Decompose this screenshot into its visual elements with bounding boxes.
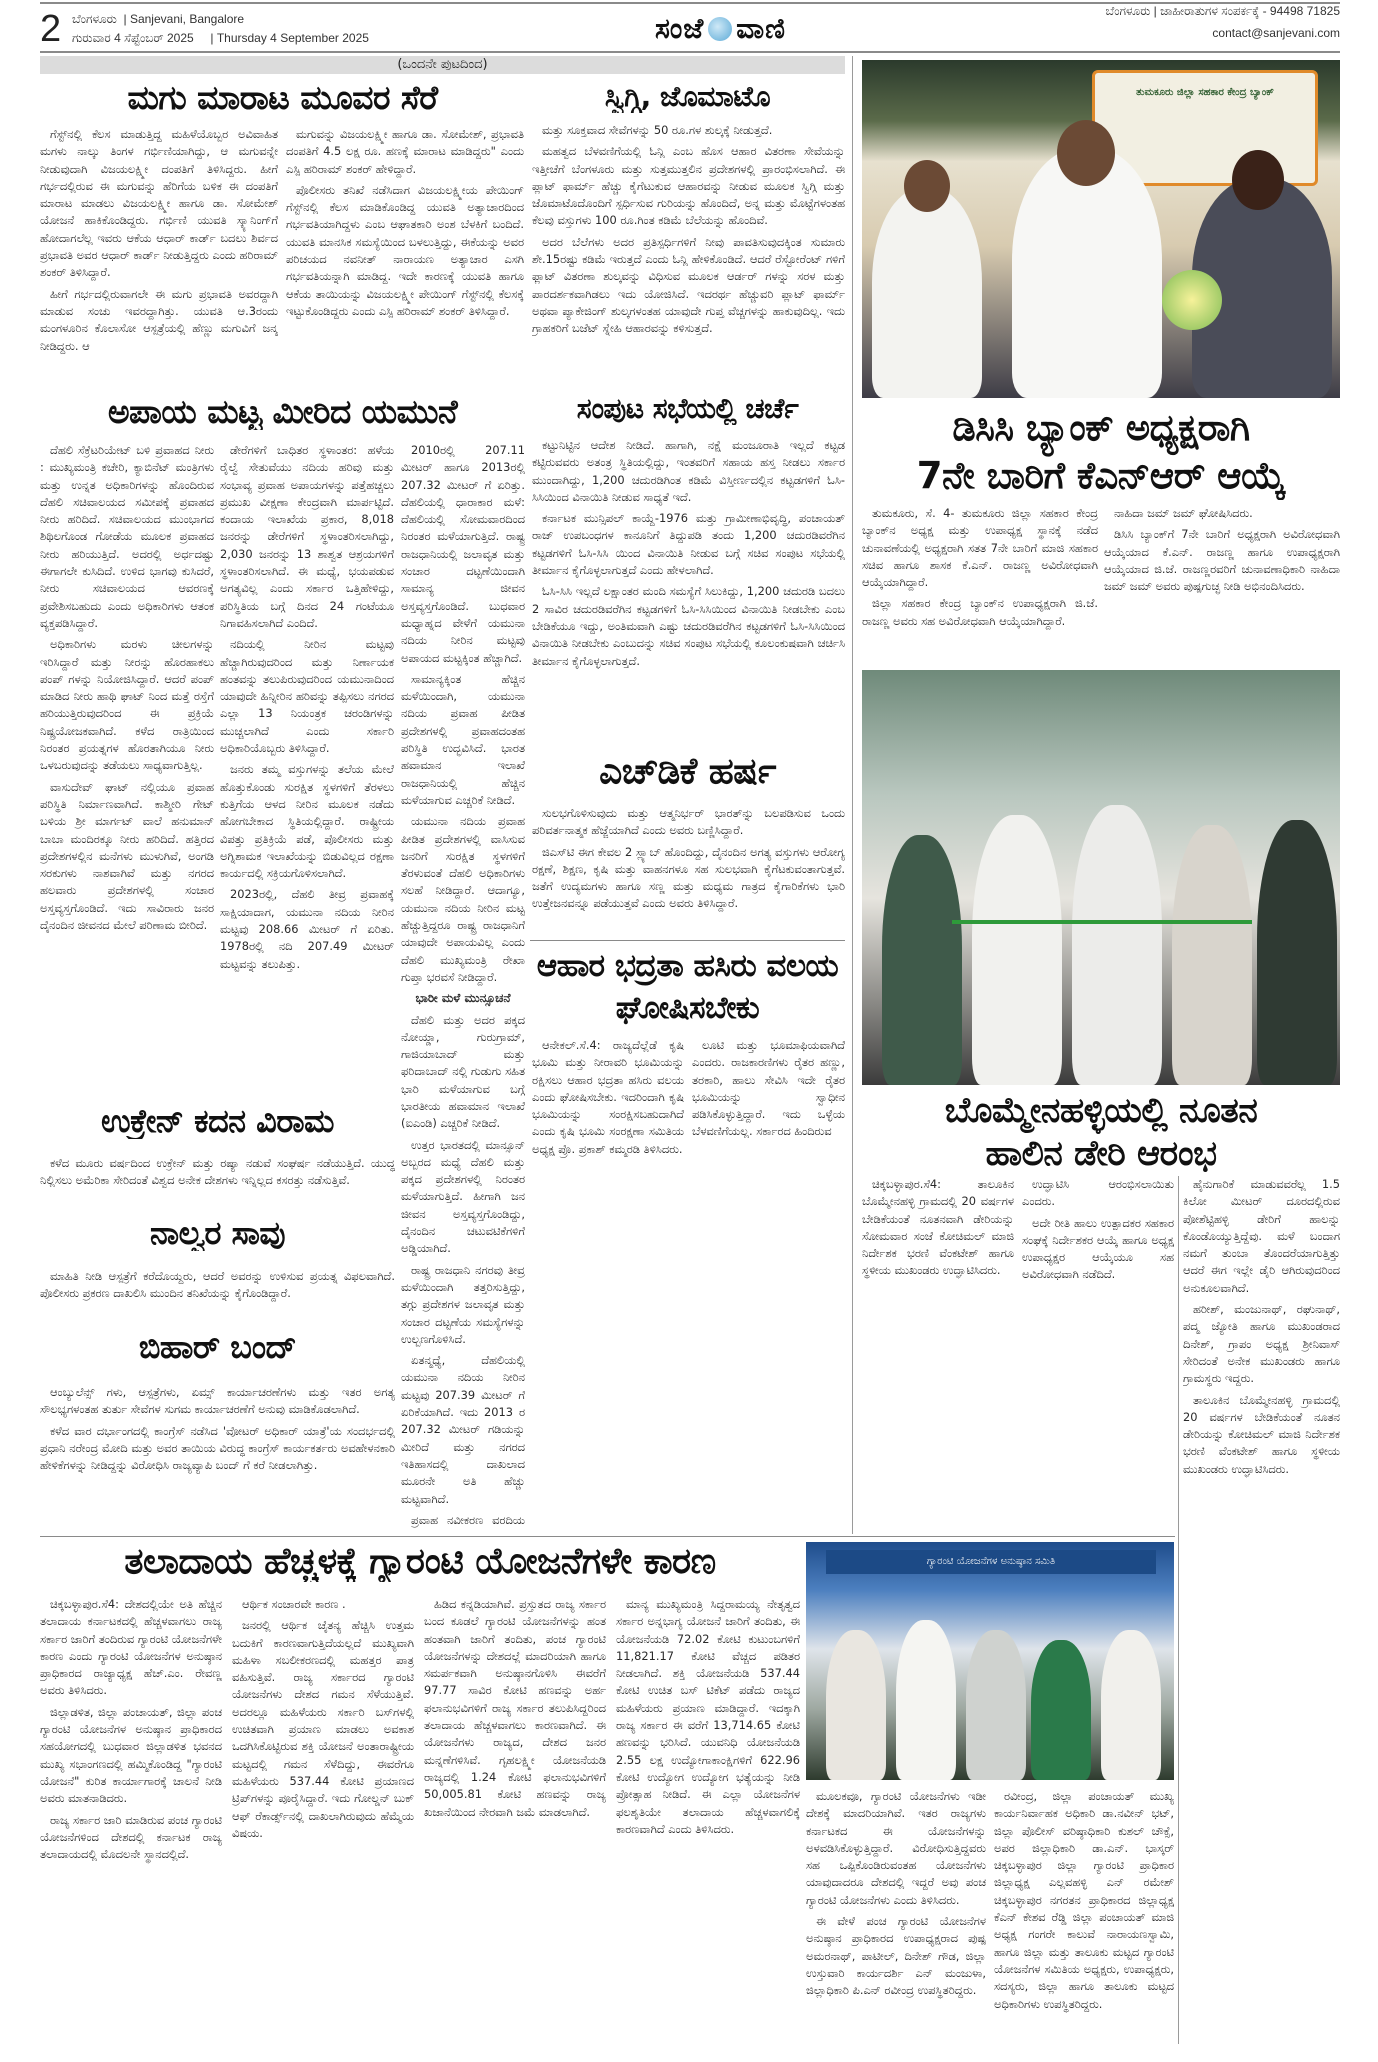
banner-text: ತುಮಕೂರು ಜಿಲ್ಲಾ ಸಹಕಾರ ಕೇಂದ್ರ ಬ್ಯಾಂಕ್: [1136, 87, 1274, 98]
headline-magu: ಮಗು ಮಾರಾಟ ಮೂವರ ಸೆರೆ: [127, 80, 438, 117]
paragraph: ದೆಹಲಿ ಸೆಕ್ರೆಟರಿಯೇಟ್ ಬಳಿ ಪ್ರವಾಹದ ನೀರು : ಮುಖ್ಯಮಂತ್ರಿ ಕಚೇರಿ, ಕ್ಯಾಬಿನೆಟ್ ಮಂತ್ರಿಗಳು ಮತ್ತು ಉನ್ನತ ಅಧಿಕಾರಿಗಳನ್ನು ಹೊಂದಿರುವ ದೆಹಲಿ ಸಚಿವಾಲಯದ ಸಮೀಪಕ್ಕೆ ಪ್ರವಾಹದ ನೀರು ಹರಿದಿದೆ. ಸಚಿವಾಲಯದ ಮುಂಭಾಗದ ಶಿಥಿಲಗೊಂಡ ಗೋಡೆಯ ಮೂಲಕ ಪ್ರವಾಹದ ನೀರು ಹರಿಯುತ್ತಿದೆ. ಅದರಲ್ಲಿ ಅರ್ಧದಷ್ಟು ಈಗಾಗಲೇ ಕುಸಿದಿದೆ. ಉಳಿದ ಭಾಗವು ಕುಸಿದರೆ, ನೀರು ಸಚಿವಾಲಯದ ಆವರಣಕ್ಕೆ ಪ್ರವೇಶಿಸಬಹುದು ಎಂದು ಅಧಿಕಾರಿಗಳು ಆತಂಕ ವ್ಯಕ್ತಪಡಿಸಿದ್ದಾರೆ.: [40, 443, 214, 630]
paragraph: ಯಮುನಾ ನದಿಯ ಪ್ರವಾಹ ಪೀಡಿತ ಪ್ರದೇಶಗಳಲ್ಲಿ ವಾಸಿಸುವ ಜನರಿಗೆ ಸುರಕ್ಷಿತ ಸ್ಥಳಗಳಿಗೆ ತೆರಳುವಂತೆ ದೆಹಲಿ ಅಧಿಕಾರಿಗಳು ಸಲಹೆ ನೀಡಿದ್ದಾರೆ. ಆದಾಗ್ಯೂ, ಯಮುನಾ ನದಿಯ ನೀರಿನ ಮಟ್ಟ ಹೆಚ್ಚುತ್ತಿದ್ದರೂ ರಾಷ್ಟ್ರ ರಾಜಧಾನಿಗೆ ಯಾವುದೇ ಅಪಾಯವಿಲ್ಲ ಎಂದು ದೆಹಲಿ ಮುಖ್ಯಮಂತ್ರಿ ರೇಖಾ ಗುಪ್ತಾ ಭರವಸೆ ನೀಡಿದ್ದಾರೆ.: [401, 814, 525, 984]
person: [1257, 820, 1337, 1085]
yamune-col-3: [401, 442, 525, 1530]
headline-dcc: [862, 404, 1340, 500]
talaadaya-col-2: [232, 1596, 414, 2044]
headline-dcc-line-1: ಡಿಸಿಸಿ ಬ್ಯಾಂಕ್ ಅಧ್ಯಕ್ಷರಾಗಿ: [952, 406, 1250, 449]
dairy-col-3: [1183, 1176, 1340, 2044]
continued-band: (ಒಂದನೇ ಪುಟದಿಂದ): [40, 56, 845, 74]
person: [1172, 825, 1252, 1085]
paragraph: ಮಾಹಿತಿ ನೀಡಿ ಆಸ್ಪತ್ರೆಗೆ ಕರೆದೊಯ್ದರು, ಆದರೆ ಅವರನ್ನು ಉಳಿಸುವ ಪ್ರಯತ್ನ ವಿಫಲವಾಗಿದೆ. ಪೊಲೀಸರು ಪ್ರಕರಣ ದಾಖಲಿಸಿ ಮುಂದಿನ ತನಿಖೆಯನ್ನು ಕೈಗೊಂಡಿದ್ದಾರೆ.: [40, 1269, 395, 1301]
paragraph: ಹರೀಶ್, ಮಂಜುನಾಥ್, ರಘುನಾಥ್, ಪದ್ಮ ಜ್ಯೋತಿ ಹಾಗೂ ಮುಖಂಡರಾದ ದಿನೇಶ್, ಗ್ರಾಪಂ ಅಧ್ಯಕ್ಷ ಶ್ರೀನಿವಾಸ್ ಸೇರಿದಂತೆ ಅನೇಕ ಮುಖಂಡರು ಹಾಗೂ ಗ್ರಾಮಸ್ಥರು ಇದ್ದರು.: [1183, 1302, 1340, 1386]
paragraph: ಈ ವೇಳೆ ಪಂಚ ಗ್ಯಾರಂಟಿ ಯೋಜನೆಗಳ ಅನುಷ್ಠಾನ ಪ್ರಾಧಿಕಾರದ ಉಪಾಧ್ಯಕ್ಷರಾದ ಪುಷ್ಪ ಅಮರನಾಥ್, ಪಾಟೀಲ್, ದಿನೇಶ್ ಗೌಡ, ಜಿಲ್ಲಾ ಉಸ್ತುವಾರಿ ಕಾರ್ಯದರ್ಶಿ ಎನ್ ಮಂಜುಳಾ, ಜಿಲ್ಲಾಧಿಕಾರಿ ಪಿ.ಎನ್ ರವೀಂದ್ರ ಉಪಸ್ಥಿತರಿದ್ದರು.: [806, 1914, 986, 1998]
paragraph: ಜಿಲ್ಲಾ ಸಹಕಾರ ಕೇಂದ್ರ ಬ್ಯಾಂಕ್‌ನ ಉಪಾಧ್ಯಕ್ಷರಾಗಿ ಜಿ.ಜೆ. ರಾಜಣ್ಣ ಅವರು ಸಹ ಅವಿರೋಧವಾಗಿ ಆಯ್ಕೆಯಾಗಿದ್ದಾರೆ.: [862, 596, 1098, 628]
dairy-col-1: [862, 1176, 1014, 1531]
paragraph: ಉತ್ತರ ಭಾರತದಲ್ಲಿ ಮಾನ್ಸೂನ್ ಅಬ್ಬರದ ಮಧ್ಯೆ ದೆಹಲಿ ಮತ್ತು ಪಕ್ಕದ ಪ್ರದೇಶಗಳಲ್ಲಿ ನಿರಂತರ ಮಳೆಯಾಗುತ್ತಿದೆ. ಹೀಗಾಗಿ ಜನ ಜೀವನ ಅಸ್ತವ್ಯಸ್ತಗೊಂಡಿದ್ದು, ದೈನಂದಿನ ಚಟುವಟಿಕೆಗಳಿಗೆ ಅಡ್ಡಿಯಾಗಿದೆ.: [401, 1137, 525, 1256]
paragraph: 2023ರಲ್ಲಿ, ದೆಹಲಿ ತೀವ್ರ ಪ್ರವಾಹಕ್ಕೆ ಸಾಕ್ಷಿಯಾದಾಗ, ಯಮುನಾ ನದಿಯ ನೀರಿನ ಮಟ್ಟವು 208.66 ಮೀಟರ್ ಗೆ ಏರಿತು. 1978ರಲ್ಲಿ ನದಿ 207.49 ಮೀಟರ್ ಮಟ್ಟವನ್ನು ತಲುಪಿತ್ತು.: [220, 887, 394, 971]
paragraph: ಹೈನುಗಾರಿಕೆ ಮಾಡುವವರೆಲ್ಲ 1.5 ಕಿಲೋ ಮೀಟರ್ ದೂರದಲ್ಲಿರುವ ಪೋಶೆಟ್ಟಿಹಳ್ಳಿ ಡೇರಿಗೆ ಹಾಲನ್ನು ಕೊಂಡೊಯ್ಯುತ್ತಿದ್ದೆವು. ಮಳೆ ಬಂದಾಗ ನಮಗೆ ತುಂಬಾ ತೊಂದರೆಯಾಗುತ್ತಿತ್ತು ಆದರೆ ಈಗ ಇಲ್ಲೇ ಡೈರಿ ಆಗಿರುವುದರಿಂದ ಅನುಕೂಲವಾಗಿದೆ.: [1183, 1177, 1340, 1295]
date-kn: ಗುರುವಾರ 4 ಸೆಪ್ಟೆಂಬರ್ 2025: [72, 31, 194, 45]
photo-guarantee-workshop: [806, 1542, 1174, 1780]
paragraph: ಆಂಬ್ಯುಲೆನ್ಸ್ ಗಳು, ಆಸ್ಪತ್ರೆಗಳು, ಏಮ್ಸ್ ಕಾರ್ಯಾಚರಣೆಗಳು ಮತ್ತು ಇತರ ಅಗತ್ಯ ಸೌಲಭ್ಯಗಳಂತಹ ತುರ್ತು ಸೇವೆಗಳ ಸುಗಮ ಕಾರ್ಯಾಚರಣೆಗೆ ಅನುವು ಮಾಡಿಕೊಡಲಾಗಿದೆ.: [40, 1385, 395, 1417]
paragraph: ಜನರು ತಮ್ಮ ವಸ್ತುಗಳನ್ನು ತಲೆಯ ಮೇಲೆ ಹೊತ್ತುಕೊಂಡು ಸುರಕ್ಷಿತ ಸ್ಥಳಗಳಿಗೆ ತೆರಳಲು ಕುತ್ತಿಗೆಯ ಆಳದ ನೀರಿನ ಮೂಲಕ ನಡೆದು ಹೋಗಬೇಕಾದ ಸ್ಥಿತಿಯಲ್ಲಿದ್ದಾರೆ. ರಾಷ್ಟ್ರೀಯ ವಿಪತ್ತು ಪ್ರತಿಕ್ರಿಯೆ ಪಡೆ, ಪೊಲೀಸರು ಮತ್ತು ಅಗ್ನಿಶಾಮಕ ಇಲಾಖೆಯನ್ನು ಬಿಡುವಿಲ್ಲದ ರಕ್ಷಣಾ ಕಾರ್ಯದಲ್ಲಿ ಸಕ್ರಿಯಗೊಳಿಸಲಾಗಿದೆ.: [220, 762, 394, 881]
paragraph: ಏತನ್ಮಧ್ಯೆ, ದೆಹಲಿಯಲ್ಲಿ ಯಮುನಾ ನದಿಯ ನೀರಿನ ಮಟ್ಟವು 207.39 ಮೀಟರ್ ಗೆ ಏರಿಕೆಯಾಗಿದೆ. ಇದು 2013 ರ 207.32 ಮೀಟರ್ ಗಡಿಯನ್ನು ಮೀರಿದೆ ಮತ್ತು ನಗರದ ಇತಿಹಾಸದಲ್ಲಿ ದಾಖಲಾದ ಮೂರನೇ ಅತಿ ಹೆಚ್ಚು ಮಟ್ಟವಾಗಿದೆ.: [401, 1353, 525, 1506]
photo-dcc-felicitation: [862, 60, 1340, 398]
headline-swiggy: ಸ್ವಿಗ್ಗಿ, ಜೊಮಾಟೊ: [604, 82, 771, 113]
column-divider: [1178, 1176, 1179, 2044]
talaadaya-col-1: [40, 1596, 222, 2044]
talaadaya-col-5: [806, 1788, 986, 2044]
dcc-col-2: [1104, 505, 1340, 665]
paragraph: ಮಹತ್ವದ ಬೆಳವಣಿಗೆಯಲ್ಲಿ ಓನ್ಲಿ ಎಂಬ ಹೊಸ ಆಹಾರ ವಿತರಣಾ ಸೇವೆಯನ್ನು ಇತ್ತೀಚೆಗೆ ಬೆಂಗಳೂರು ಮತ್ತು ಸುತ್ತಮುತ್ತಲಿನ ಪ್ರದೇಶಗಳಲ್ಲಿ ಪ್ರಾರಂಭಿಸಲಾಗಿದೆ. ಈ ಪ್ಲಾಟ್ ಫಾರ್ಮ್ ಹೆಚ್ಚು ಕೈಗೆಟುಕುವ ಆಹಾರವನ್ನು ನೀಡುವ ಮೂಲಕ ಸ್ವಿಗ್ಗಿ ಮತ್ತು ಜೊಮಾಟೊದೊಂದಿಗೆ ಸ್ಪರ್ಧಿಸುವ ಗುರಿಯನ್ನು ಹೊಂದಿದೆ, ಅನ್ನ ಮತ್ತು ಮೊಟ್ಟೆಗಳಂತಹ ಕೆಲವು ವಸ್ತುಗಳು 100 ರೂ.ಗಿಂತ ಕಡಿಮೆ ಬೆಲೆಯನ್ನು ಹೊಂದಿವೆ.: [532, 144, 845, 228]
paragraph: ತುಮಕೂರು, ಸೆ. 4- ತುಮಕೂರು ಜಿಲ್ಲಾ ಸಹಕಾರ ಕೇಂದ್ರ ಬ್ಯಾಂಕ್‌ನ ಅಧ್ಯಕ್ಷ ಮತ್ತು ಉಪಾಧ್ಯಕ್ಷ ಸ್ಥಾನಕ್ಕೆ ನಡೆದ ಚುನಾವಣೆಯಲ್ಲಿ ಅಧ್ಯಕ್ಷರಾಗಿ ಸತತ 7ನೇ ಬಾರಿಗೆ ಮಾಜಿ ಸಹಕಾರ ಸಚಿವ ಹಾಗೂ ಶಾಸಕ ಕೆ.ಎನ್. ರಾಜಣ್ಣ ಅವಿರೋಧವಾಗಿ ಆಯ್ಕೆಯಾಗಿದ್ದಾರೆ.: [862, 506, 1098, 590]
paragraph: ಹಿಡಿದ ಕನ್ನಡಿಯಾಗಿವೆ. ಪ್ರಸ್ತುತದ ರಾಜ್ಯ ಸರ್ಕಾರ ಬಂದ ಕೂಡಲೆ ಗ್ಯಾರಂಟಿ ಯೋಜನೆಗಳನ್ನು ಹಂತ ಹಂತವಾಗಿ ಜಾರಿಗೆ ತಂದಿತು, ಪಂಚ ಗ್ಯಾರಂಟಿ ಯೋಜನೆಗಳನ್ನು ದೇಶದಲ್ಲೆ ಮಾದರಿಯಾಗಿ ಹಾಗೂ ಸಮರ್ಪಕವಾಗಿ ಅನುಷ್ಠಾನಗೊಳಿಸಿ ಈವರೆಗೆ 97.77 ಸಾವಿರ ಕೋಟಿ ಹಣವನ್ನು ಅರ್ಹ ಫಲಾನುಭವಿಗಳಿಗೆ ರಾಜ್ಯ ಸರ್ಕಾರ ತಲುಪಿಸಿದ್ದರಿಂದ ತಲಾದಾಯ ಹೆಚ್ಚಳವಾಗಲು ಕಾರಣವಾಗಿದೆ. ಈ ಯೋಜನೆಗಳು ರಾಜ್ಯದ, ದೇಶದ ಜನರ ಮನ್ನಣೆಗಳಿಸಿವೆ. ಗೃಹಲಕ್ಷ್ಮೀ ಯೋಜನೆಯಡಿ ರಾಜ್ಯದಲ್ಲಿ 1.24 ಕೋಟಿ ಫಲಾನುಭವಿಗಳಿಗೆ 50,005.81 ಕೋಟಿ ಹಣವನ್ನು ರಾಜ್ಯ ಖಜಾನೆಯಿಂದ ನೇರವಾಗಿ ಜಮೆ ಮಾಡಲಾಗಿದೆ.: [424, 1597, 606, 1819]
headline-dairy: [862, 1090, 1340, 1176]
paragraph: ಆನೇಕಲ್.ಸೆ.4: ರಾಜ್ಯದೆಲ್ಲೆಡೆ ಕೃಷಿ ಭೂಮಿ ಮತ್ತು ನೀರಾವರಿ ಭೂಮಿಯನ್ನು ರಕ್ಷಿಸಲು ಆಹಾರ ಭದ್ರತಾ ಹಸಿರು ವಲಯ ಎಂದು ಘೋಷಿಸಬೇಕು. ಇದರಿಂದಾಗಿ ಕೃಷಿ ಭೂಮಿಯನ್ನು ಸಂರಕ್ಷಿಸಬಹುದಾಗಿದೆ ಎಂದು ಕೃಷಿ ಭೂಮಿ ಸಂರಕ್ಷಣಾ ಸಮಿತಿಯ ಅಧ್ಯಕ್ಷ ಪ್ರೊ. ಪ್ರಕಾಶ್ ಕಮ್ಮರಡಿ ತಿಳಿಸಿದರು.: [532, 1038, 684, 1156]
city-kn: ಬೆಂಗಳೂರು: [72, 12, 117, 26]
paragraph: ಮತ್ತು ಸೂಕ್ತವಾದ ಸೇವೆಗಳನ್ನು 50 ರೂ.ಗಳ ಶುಲ್ಕಕ್ಕೆ ನೀಡುತ್ತದೆ.: [542, 123, 773, 137]
page-number: 2: [40, 8, 62, 50]
section-rule: [530, 940, 845, 941]
masthead-logo: [655, 12, 786, 46]
paragraph: ಚಿಕ್ಕಬಳ್ಳಾಪುರ.ಸೆ4: ತಾಲೂಕಿನ ಬೊಮ್ಮೇನಹಳ್ಳಿ ಗ್ರಾಮದಲ್ಲಿ 20 ವರ್ಷಗಳ ಬೇಡಿಕೆಯಂತೆ ನೂತನವಾಗಿ ಡೇರಿಯನ್ನು ಸೋಮವಾರ ಸಂಜೆ ಕೋಚಿಮಲ್ ಮಾಜಿ ನಿರ್ದೇಶಕ ಭರಣಿ ವೆಂಕಟೇಶ್ ಹಾಗೂ ಸ್ಥಳೀಯ ಮುಖಂಡರು ಉದ್ಘಾಟಿಸಿದರು.: [862, 1177, 1014, 1278]
headline-ukraine: ಉಕ್ರೇನ್ ಕದನ ವಿರಾಮ: [101, 1104, 334, 1140]
paragraph: ಗೆಸ್ಟ್‌ನಲ್ಲಿ ಕೆಲಸ ಮಾಡುತ್ತಿದ್ದ ಮಹಿಳೆಯೊಬ್ಬರ ಅವಿವಾಹಿತ ಮಗಳು ನಾಲ್ಕು ತಿಂಗಳ ಗರ್ಭಿಣಿಯಾಗಿದ್ದು, ಆ ಮಗುವನ್ನೇ ನೀಡುವುದಾಗಿ ವಿಜಯಲಕ್ಷ್ಮೀ ದಂಪತಿಗೆ ತಿಳಿಸಿದ್ದರು. ಹೀಗೆ ಗರ್ಭದಲ್ಲಿರುವ ಈ ಮಗುವನ್ನು ಹೆರಿಗೆಯ ಬಳಿಕ ಈ ದಂಪತಿಗೆ ಮಾರಾಟ ಮಾಡಲು ವಿಜಯಲಕ್ಷ್ಮೀ ಹಾಗೂ ಡಾ. ಸೋಮೇಶ್ ಯೋಜನೆ ಹಾಕಿಕೊಂಡಿದ್ದರು. ಗರ್ಭಿಣಿ ಯುವತಿ ಸ್ಕ್ಯಾನಿಂಗ್‌ಗೆ ಹೋದಾಗಲೆಲ್ಲ ಇವರು ಆಕೆಯ ಆಧಾರ್ ಕಾರ್ಡ್ ಬದಲು ಶಿರ್ವದ ಪ್ರಭಾವತಿ ಅವರ ಆಧಾರ್ ಕಾರ್ಡ್ ನೀಡುತ್ತಿದ್ದರು ಎಂದು ಹರಿರಾಮ್ ಶಂಕರ್ ತಿಳಿಸಿದ್ದಾರೆ.: [40, 127, 278, 280]
paragraph: ಮಾನ್ಯ ಮುಖ್ಯಮಂತ್ರಿ ಸಿದ್ದರಾಮಯ್ಯ ನೇತೃತ್ವದ ಸರ್ಕಾರ ಅನ್ನಭಾಗ್ಯ ಯೋಜನೆ ಜಾರಿಗೆ ತಂದಿತು, ಈ ಯೋಜನೆಯಡಿ 72.02 ಕೋಟಿ ಕುಟುಂಬಗಳಿಗೆ 11,821.17 ಕೋಟಿ ವೆಚ್ಚದ ಪಡಿತರ ನೀಡಲಾಗಿದೆ. ಶಕ್ತಿ ಯೋಜನೆಯಡಿ 537.44 ಕೋಟಿ ಉಚಿತ ಬಸ್ ಟಿಕೆಟ್ ಪಡೆದು ರಾಜ್ಯದ ಮಹಿಳೆಯರು ಪ್ರಯಾಣ ಮಾಡಿದ್ದಾರೆ. ಇದಕ್ಕಾಗಿ ರಾಜ್ಯ ಸರ್ಕಾರ ಈ ವರೆಗೆ 13,714.65 ಕೋಟಿ ಹಣವನ್ನು ಭರಿಸಿದೆ. ಯುವನಿಧಿ ಯೋಜನೆಯಡಿ 2.55 ಲಕ್ಷ ಉದ್ಯೋಗಾಕಾಂಕ್ಷಿಗಳಿಗೆ 622.96 ಕೋಟಿ ಉದ್ಯೋಗ ಉದ್ಯೋಗ ಭತ್ಯೆಯನ್ನು ನೀಡಿ ಪ್ರೋತ್ಸಾಹ ನೀಡಿದೆ. ಈ ಎಲ್ಲಾ ಯೋಜನೆಗಳ ಫಲಶೃತಿಯೇ ತಲಾದಾಯ ಹೆಚ್ಚಳವಾಗಲಿಕ್ಕೆ ಕಾರಣವಾಗಿದೆ ಎಂದು ತಿಳಿಸಿದರು.: [616, 1597, 800, 1836]
paragraph: ಡೇರೆಗಳಿಗೆ ಬಾಧಿತರ ಸ್ಥಳಾಂತರ: ಹಳೆಯ ರೈಲ್ವೆ ಸೇತುವೆಯು ನದಿಯ ಹರಿವು ಮತ್ತು ಸಂಭಾವ್ಯ ಪ್ರವಾಹ ಅಪಾಯಗಳನ್ನು ಪತ್ತೆಹಚ್ಚಲು ಪ್ರಮುಖ ವೀಕ್ಷಣಾ ಕೇಂದ್ರವಾಗಿ ಮಾರ್ಪಟ್ಟಿದೆ. ಕಂದಾಯ ಇಲಾಖೆಯ ಪ್ರಕಾರ, 8,018 ಜನರನ್ನು ಡೇರೆಗಳಿಗೆ ಸ್ಥಳಾಂತರಿಸಲಾಗಿದ್ದು, 2,030 ಜನರನ್ನು 13 ಶಾಶ್ವತ ಆಶ್ರಯಗಳಿಗೆ ಸ್ಥಳಾಂತರಿಸಲಾಗಿದೆ. ಈ ಮಧ್ಯೆ, ಭಯಪಡುವ ಅಗತ್ಯವಿಲ್ಲ ಎಂದು ಸರ್ಕಾರ ಒತ್ತಿಹೇಳಿದ್ದು, ಪರಿಸ್ಥಿತಿಯ ಬಗ್ಗೆ ದಿನದ 24 ಗಂಟೆಯೂ ನಿಗಾವಹಿಸಲಾಗಿದೆ ಎಂದಿದೆ.: [220, 443, 394, 630]
talaadaya-col-6: [994, 1788, 1174, 2044]
person: [1072, 805, 1162, 1085]
person: [1101, 1630, 1161, 1780]
paragraph: ಮಗುವನ್ನು ವಿಜಯಲಕ್ಷ್ಮೀ ಹಾಗೂ ಡಾ. ಸೋಮೇಶ್, ಪ್ರಭಾವತಿ ದಂಪತಿಗೆ 4.5 ಲಕ್ಷ ರೂ. ಹಣಕ್ಕೆ ಮಾರಾಟ ಮಾಡಿದ್ದರು" ಎಂದು ಎಸ್ಪಿ ಹರಿರಾಮ್ ಶಂಕರ್ ಹೇಳಿದ್ದಾರೆ.: [286, 127, 524, 176]
dairy-col-2: [1022, 1176, 1174, 1531]
paragraph: ಪೊಲೀಸರು ತನಿಖೆ ನಡೆಸಿದಾಗ ವಿಜಯಲಕ್ಷ್ಮೀಯ ಪೇಯಿಂಗ್ ಗೆಸ್ಟ್‌ನಲ್ಲಿ ಕೆಲಸ ಮಾಡಿಕೊಂಡಿದ್ದ ಯುವತಿ ಅತ್ಯಾಚಾರದಿಂದ ಗರ್ಭವತಿಯಾಗಿದ್ದಳು ಎಂಬ ಆಘಾತಕಾರಿ ಅಂಶ ಬೆಳಕಿಗೆ ಬಂದಿದೆ. ಯುವತಿ ಮಾನಸಿಕ ಸಮಸ್ಯೆಯಿಂದ ಬಳಲುತ್ತಿದ್ದು, ಈಕೆಯನ್ನು ಅವರ ಪರಿಚಯದ ನವನೀತ್ ನಾರಾಯಣ ಅತ್ಯಾಚಾರ ಎಸಗಿ ಗರ್ಭವತಿಯನ್ನಾಗಿ ಮಾಡಿದ್ದ. ಇದೇ ಕಾರಣಕ್ಕೆ ಯುವತಿ ಹಾಗೂ ಆಕೆಯ ತಾಯಿಯನ್ನು ವಿಜಯಲಕ್ಷ್ಮೀ ಪೇಯಿಂಗ್ ಗೆಸ್ಟ್‌ನಲ್ಲಿ ಕೆಲಸಕ್ಕೆ ಇಟ್ಟುಕೊಂಡಿದ್ದರು ಎಂದು ಎಸ್ಪಿ ಹರಿರಾಮ್ ಶಂಕರ್ ತಿಳಿಸಿದ್ದಾರೆ.: [286, 182, 524, 318]
paragraph: ರಾಷ್ಟ್ರ ರಾಜಧಾನಿ ನಗರವು ತೀವ್ರ ಮಳೆಯಿಂದಾಗಿ ತತ್ತರಿಸುತ್ತಿದ್ದು, ತಗ್ಗು ಪ್ರದೇಶಗಳ ಜಲಾವೃತ ಮತ್ತು ಸಂಚಾರ ದಟ್ಟಣೆಯ ಸಮಸ್ಯೆಗಳನ್ನು ಉಲ್ಬಣಗೊಳಿಸಿದೆ.: [401, 1262, 525, 1346]
person: [896, 1620, 956, 1780]
column-divider: [852, 56, 853, 1534]
bihar-text: [40, 1384, 395, 1529]
paragraph: ಸಾಮಾನ್ಯಕ್ಕಿಂತ ಹೆಚ್ಚಿನ ಮಳೆಯಿಂದಾಗಿ, ಯಮುನಾ ನದಿಯ ಪ್ರವಾಹ ಪೀಡಿತ ಪ್ರದೇಶಗಳಲ್ಲಿ ಪ್ರವಾಹದಂತಹ ಪರಿಸ್ಥಿತಿ ಉದ್ಭವಿಸಿದೆ. ಭಾರತ ಹವಾಮಾನ ಇಲಾಖೆ ರಾಜಧಾನಿಯಲ್ಲಿ ಹೆಚ್ಚಿನ ಮಳೆಯಾಗುವ ಎಚ್ಚರಿಕೆ ನೀಡಿದೆ.: [401, 671, 525, 807]
headline-bihar: ಬಿಹಾರ್ ಬಂದ್: [138, 1330, 297, 1366]
paragraph: ಕಳೆದ ಮೂರು ವರ್ಷದಿಂದ ಉಕ್ರೇನ್ ಮತ್ತು ರಷ್ಯಾ ನಡುವೆ ಸಂಘರ್ಷ ನಡೆಯುತ್ತಿದೆ. ಯುದ್ಧ ನಿಲ್ಲಿಸಲು ಅಮೆರಿಕಾ ಸೇರಿದಂತೆ ವಿಶ್ವದ ಅನೇಕ ದೇಶಗಳು ಇನ್ನಿಲ್ಲದ ಕಸರತ್ತು ನಡೆಸುತ್ತಿವೆ.: [40, 1156, 395, 1188]
headline-dairy-line-1: ಬೊಮ್ಮೇನಹಳ್ಳಿಯಲ್ಲಿ ನೂತನ: [944, 1091, 1258, 1131]
header-date: [72, 31, 369, 46]
date-en: | Thursday 4 September 2025: [210, 31, 369, 45]
yamune-col-1: [40, 442, 214, 1100]
talaadaya-col-3: [424, 1596, 606, 2044]
ahara-col-1: [532, 1037, 684, 1530]
paragraph: ಉದ್ಘಾಟಿಸಿ ಆರಂಭಿಸಲಾಯಿತು ಎಂದರು.: [1022, 1177, 1174, 1209]
yamune-col-2: [220, 442, 394, 1100]
bouquet: [1162, 270, 1222, 330]
paragraph: ಲೂಟಿ ಮತ್ತು ಭೂಮಾಫಿಯವಾಗಿದೆ ಎಂದರು. ರಾಜಕಾರಣಿಗಳು ರೈತರ ಹಣ್ಣು, ತರಕಾರಿ, ಹಾಲು ಸೇವಿಸಿ ಇದೇ ರೈತರ ಭೂಮಿಯನ್ನು ಸ್ವಾಧೀನ ಪಡಿಸಿಕೊಳ್ಳುತ್ತಿದ್ದಾರೆ. ಇದು ಒಳ್ಳೆಯ ಬೆಳವಣಿಗೆಯಲ್ಲ. ಸರ್ಕಾರದ ಹಿಂದಿರುವ: [692, 1038, 845, 1139]
person: [882, 835, 962, 1085]
dcc-col-1: [862, 505, 1098, 665]
masthead-right: ವಾಣಿ: [736, 12, 786, 45]
paragraph: ಪ್ರವಾಹ ನವೀಕರಣ ವರದಿಯ: [411, 1512, 525, 1527]
paragraph: ಕರ್ನಾಟಕ ಮುನ್ಸಿಪಲ್ ಕಾಯ್ದೆ-1976 ಮತ್ತು ಗ್ರಾಮೀಣಾಭಿವೃದ್ಧಿ, ಪಂಚಾಯತ್ ರಾಜ್ ಉಪಬಂಧಗಳ ಕಾನೂನಿಗೆ ತಿದ್ದುಪಡಿ ತಂದು 1,200 ಚದುರಡಿವರೆಗಿನ ಕಟ್ಟಡಗಳಿಗೆ ಓಸಿ-ಸಿಸಿ ಯಿಂದ ವಿನಾಯಿತಿ ನೀಡುವ ಬಗ್ಗೆ ಸಚಿವ ಸಂಪುಟ ಸಭೆಯಲ್ಲಿ ತೀರ್ಮಾನ ಕೈಗೊಳ್ಳಲಾಗುತ್ತದೆ ಎಂದು ಹೇಳಲಾಗಿದೆ.: [532, 511, 845, 578]
headline-dcc-line-2: 7ನೇ ಬಾರಿಗೆ ಕೆಎನ್‌ಆರ್ ಆಯ್ಕೆ: [916, 454, 1286, 497]
magu-col-1: [40, 126, 278, 388]
paragraph: ಆರ್ಥಿಕ ಸಂಚಾರವೇ ಕಾರಣ .: [242, 1597, 346, 1611]
paragraph: ತಾಲೂಕಿನ ಬೊಮ್ಮೇನಹಳ್ಳಿ ಗ್ರಾಮದಲ್ಲಿ 20 ವರ್ಷಗಳ ಬೇಡಿಕೆಯಂತೆ ನೂತನ ಡೇರಿಯನ್ನು ಕೋಚಿಮಲ್ ಮಾಜಿ ನಿರ್ದೇಶಕ ಭರಣಿ ವೆಂಕಟೇಶ್ ಹಾಗೂ ಸ್ಥಳೀಯ ಮುಖಂಡರು ಉದ್ಘಾಟಿಸಿದರು.: [1183, 1392, 1340, 1476]
person-head: [1232, 150, 1284, 210]
contact-line: ಬೆಂಗಳೂರು | ಜಾಹೀರಾತುಗಳ ಸಂಪರ್ಕಕ್ಕೆ - 94498 71825: [1105, 4, 1340, 18]
header-rule: [40, 51, 1340, 53]
paragraph: ವಾಸುದೇವ್ ಘಾಟ್ ನಲ್ಲಿಯೂ ಪ್ರವಾಹ ಪರಿಸ್ಥಿತಿ ನಿರ್ಮಾಣವಾಗಿದೆ. ಕಾಶ್ಮೀರಿ ಗೇಟ್ ಬಳಿಯ ಶ್ರೀ ಮಾರ್ಗಟ್ ವಾಲೆ ಹನುಮಾನ್ ಬಾಬಾ ಮಂದಿರಕ್ಕೂ ನೀರು ಹರಿದಿದೆ. ಹತ್ತಿರದ ಪ್ರದೇಶಗಳಲ್ಲಿನ ಮನೆಗಳು ಮುಳುಗಿವೆ, ಅಂಗಡಿ ಸರಕುಗಳು ನಾಶವಾಗಿವೆ ಮತ್ತು ನಗರದ ಹಲವಾರು ಪ್ರದೇಶಗಳಲ್ಲಿ ಸಂಚಾರ ಅಸ್ತವ್ಯಸ್ತಗೊಂಡಿದೆ. ಇದು ಸಾವಿರಾರು ಜನರ ದೈನಂದಿನ ಜೀವನದ ಮೇಲೆ ಪರಿಣಾಮ ಬೀರಿದೆ.: [40, 779, 214, 933]
paragraph: ನದಿಯಲ್ಲಿ ನೀರಿನ ಮಟ್ಟವು ಹೆಚ್ಚಾಗಿರುವುದರಿಂದ ಮತ್ತು ನಿರ್ಣಾಯಕ ಹಂತವನ್ನು ತಲುಪಿರುವುದರಿಂದ ಯಮುನಾದಿಂದ ಯಾವುದೇ ಹಿನ್ನೀರಿನ ಹರಿವನ್ನು ತಪ್ಪಿಸಲು ನಗರದ ಎಲ್ಲಾ 13 ನಿಯಂತ್ರಕ ಚರಂಡಿಗಳನ್ನು ಮುಚ್ಚಲಾಗಿದೆ ಎಂದು ಸರ್ಕಾರಿ ಅಧಿಕಾರಿಯೊಬ್ಬರು ತಿಳಿಸಿದ್ದಾರೆ.: [220, 637, 394, 756]
paragraph: ಚಿಕ್ಕಬಳ್ಳಾಪುರ.ಸೆ4: ದೇಶದಲ್ಲಿಯೇ ಅತಿ ಹೆಚ್ಚಿನ ತಲಾದಾಯ ಕರ್ನಾಟಕದಲ್ಲಿ ಹೆಚ್ಚಳವಾಗಲು ರಾಜ್ಯ ಸರ್ಕಾರ ಜಾರಿಗೆ ತಂದಿರುವ ಗ್ಯಾರಂಟಿ ಯೋಜನೆಗಳೇ ಕಾರಣ ಎಂದು ಗ್ಯಾರಂಟಿ ಯೋಜನೆಗಳ ಅನುಷ್ಠಾನ ಪ್ರಾಧಿಕಾರದ ರಾಜ್ಯಾಧ್ಯಕ್ಷ ಹೆಚ್.ಎಂ. ರೇವಣ್ಣ ಅವರು ತಿಳಿಸಿದರು.: [40, 1597, 222, 1698]
samputa-text: [532, 437, 845, 745]
globe-icon: [708, 17, 732, 41]
headline-samputa: ಸಂಪುಟ ಸಭೆಯಲ್ಲಿ ಚರ್ಚೆ: [576, 394, 799, 425]
nalvara-text: [40, 1268, 395, 1323]
paragraph: ರವೀಂದ್ರ, ಜಿಲ್ಲಾ ಪಂಚಾಯತ್ ಮುಖ್ಯ ಕಾರ್ಯನಿರ್ವಾಹಕ ಅಧಿಕಾರಿ ಡಾ.ನವೀನ್ ಭಟ್, ಜಿಲ್ಲಾ ಪೊಲೀಸ್ ವರಿಷ್ಠಾಧಿಕಾರಿ ಕುಶಲ್ ಚೌಕ್ಸೆ, ಅಪರ ಜಿಲ್ಲಾಧಿಕಾರಿ ಡಾ.ಎನ್. ಭಾಸ್ಕರ್ ಚಿಕ್ಕಬಳ್ಳಾಪುರ ಜಿಲ್ಲಾ ಗ್ಯಾರಂಟಿ ಪ್ರಾಧಿಕಾರ ಜಿಲ್ಲಾಧ್ಯಕ್ಷ ಎಲ್ಲವಹಳ್ಳಿ ಎನ್ ರಮೇಶ್ ಚಿಕ್ಕಬಳ್ಳಾಪುರ ನಗರತನ ಪ್ರಾಧಿಕಾರದ ಜಿಲ್ಲಾಧ್ಯಕ್ಷ ಕೆಎನ್ ಕೇಶವ ರೆಡ್ಡಿ ಜಿಲ್ಲಾ ಪಂಚಾಯತ್ ಮಾಜಿ ಅಧ್ಯಕ್ಷ ಗಂಗರೇ ಕಾಲುವೆ ನಾರಾಯಣಸ್ವಾಮಿ, ಹಾಗೂ ಜಿಲ್ಲಾ ಮತ್ತು ತಾಲೂಕು ಮಟ್ಟದ ಗ್ಯಾರಂಟಿ ಯೋಜನೆಗಳ ಸಮಿತಿಯ ಅಧ್ಯಕ್ಷರು, ಉಪಾಧ್ಯಕ್ಷರು, ಸದಸ್ಯರು, ಜಿಲ್ಲಾ ಹಾಗೂ ತಾಲೂಕು ಮಟ್ಟದ ಅಧಿಕಾರಿಗಳು ಉಪಸ್ಥಿತರಿದ್ದರು.: [994, 1789, 1174, 2011]
paragraph: ಮೂಲಕವೂ, ಗ್ಯಾರಂಟಿ ಯೋಜನೆಗಳು ಇಡೀ ದೇಶಕ್ಕೆ ಮಾದರಿಯಾಗಿವೆ. ಇತರ ರಾಜ್ಯಗಳು ಕರ್ನಾಟಕದ ಈ ಯೋಜನೆಗಳನ್ನು ಅಳವಡಿಸಿಕೊಳ್ಳುತ್ತಿದ್ದಾರೆ. ವಿರೋಧಿಸುತ್ತಿದ್ದವರು ಸಹ ಒಪ್ಪಿಕೊಂಡಿರುವಂತಹ ಯೋಜನೆಗಳು ಯಾವುದಾದರೂ ದೇಶದಲ್ಲಿ ಇದ್ದರೆ ಅವು ಪಂಚ ಗ್ಯಾರಂಟಿ ಯೋಜನೆಗಳು ಎಂದು ತಿಳಿಸಿದರು.: [806, 1789, 986, 1907]
subheading: ಭಾರೀ ಮಳೆ ಮುನ್ಸೂಚನೆ: [415, 991, 511, 1006]
header-city: [72, 12, 244, 27]
paragraph: ಹೀಗೆ ಗರ್ಭದಲ್ಲಿರುವಾಗಲೇ ಈ ಮಗು ಪ್ರಭಾವತಿ ಅವರದ್ದಾಗಿ ಮಾಡುವ ಸಂಚು ಇವರದ್ದಾಗಿತ್ತು. ಯುವತಿ ಆ.3ರಂದು ಮಂಗಳೂರಿನ ಕೊಲಾಸೋ ಆಸ್ಪತ್ರೆಯಲ್ಲಿ ಹೆಣ್ಣು ಮಗುವಿಗೆ ಜನ್ಮ ನೀಡಿದ್ದರು. ಆ: [40, 286, 278, 353]
person: [966, 1630, 1026, 1780]
paragraph: ಕಳೆದ ವಾರ ದರ್ಭಾಂಗದಲ್ಲಿ ಕಾಂಗ್ರೆಸ್ ನಡೆಸಿದ 'ವೋಟರ್ ಅಧಿಕಾರ್ ಯಾತ್ರೆ'ಯ ಸಂದರ್ಭದಲ್ಲಿ ಪ್ರಧಾನಿ ನರೇಂದ್ರ ಮೋದಿ ಮತ್ತು ಅವರ ತಾಯಿಯ ವಿರುದ್ಧ ಕಾಂಗ್ರೆಸ್ ಕಾರ್ಯಕರ್ತರು ಅವಹೇಳನಕಾರಿ ಹೇಳಿಕೆಗಳನ್ನು ನೀಡಿದ್ದನ್ನು ವಿರೋಧಿಸಿ ರಾಜ್ಯವ್ಯಾಪಿ ಬಂದ್ ಗೆ ಕರೆ ನೀಡಲಾಗಿತ್ತು.: [40, 1423, 395, 1473]
ukraine-text: [40, 1155, 395, 1210]
paragraph: ಅದೇ ರೀತಿ ಹಾಲು ಉತ್ಪಾದಕರ ಸಹಕಾರ ಸಂಘಕ್ಕೆ ನಿರ್ದೇಶಕರ ಆಯ್ಕೆ ಹಾಗೂ ಅಧ್ಯಕ್ಷ ಉಪಾಧ್ಯಕ್ಷರ ಆಯ್ಕೆಯೂ ಸಹ ಅವಿರೋಧವಾಗಿ ನಡೆದಿದೆ.: [1022, 1215, 1174, 1282]
person: [872, 188, 982, 398]
paragraph: ಕಟ್ಟುನಿಟ್ಟಿನ ಆದೇಶ ನೀಡಿದೆ. ಹಾಗಾಗಿ, ನಕ್ಷೆ ಮಂಜೂರಾತಿ ಇಲ್ಲದೆ ಕಟ್ಟಡ ಕಟ್ಟಿರುವವರು ಅತಂತ್ರ ಸ್ಥಿತಿಯಲ್ಲಿದ್ದು, ಇಂತವರಿಗೆ ಸಹಾಯ ಹಸ್ತ ನೀಡಲು ಸರ್ಕಾರ ಮುಂದಾಗಿದ್ದು, 1,200 ಚದುರಡಿಗಿಂತ ಕಡಿಮೆ ವಿಸ್ತೀರ್ಣದಲ್ಲಿನ ಕಟ್ಟಡಗಳಿಗೆ ಓಸಿ-ಸಿಸಿಯಿಂದ ವಿನಾಯಿತಿ ನೀಡುವ ಸಾಧ್ಯತೆ ಇದೆ.: [532, 438, 845, 504]
headline-dairy-line-2: ಹಾಲಿನ ಡೇರಿ ಆರಂಭ: [985, 1134, 1217, 1174]
person: [1031, 1640, 1091, 1780]
ribbon: [952, 920, 1252, 924]
person-head: [904, 160, 950, 212]
hdk-text: [532, 805, 845, 935]
photo-banner-text: ಗ್ಯಾರಂಟಿ ಯೋಜನೆಗಳ ಅನುಷ್ಠಾನ ಸಮಿತಿ: [826, 1550, 1156, 1574]
paragraph: ಡಿಸಿಸಿ ಬ್ಯಾಂಕ್‌ಗೆ 7ನೇ ಬಾರಿಗೆ ಅಧ್ಯಕ್ಷರಾಗಿ ಅವಿರೋಧವಾಗಿ ಆಯ್ಕೆಯಾದ ಕೆ.ಎನ್. ರಾಜಣ್ಣ ಹಾಗೂ ಉಪಾಧ್ಯಕ್ಷರಾಗಿ ಆಯ್ಕೆಯಾದ ಜಿ.ಜೆ. ರಾಜಣ್ಣರವರಿಗೆ ಚುನಾವಣಾಧಿಕಾರಿ ನಾಹಿದಾ ಜಮ್ ಜಮ್ ಅವರು ಪುಷ್ಪಗುಚ್ಛ ನೀಡಿ ಅಭಿನಂದಿಸಿದರು.: [1104, 527, 1340, 594]
headline-nalvara: ನಾಲ್ವರ ಸಾವು: [150, 1216, 285, 1252]
edition: | Sanjevani, Bangalore: [123, 12, 245, 26]
paragraph: ಜನರಲ್ಲಿ ಆರ್ಥಿಕ ಚೈತನ್ಯ ಹೆಚ್ಚಿಸಿ ಉತ್ತಮ ಬದುಕಿಗೆ ಕಾರಣವಾಗುತ್ತಿದೆಯಲ್ಲದೆ ಮುಖ್ಯವಾಗಿ ಮಹಿಳಾ ಸಬಲೀಕರಣದಲ್ಲಿ ಮಹತ್ತರ ಪಾತ್ರ ವಹಿಸುತ್ತಿವೆ. ರಾಜ್ಯ ಸರ್ಕಾರದ ಗ್ಯಾರಂಟಿ ಯೋಜನೆಗಳು ದೇಶದ ಗಮನ ಸೆಳೆಯುತ್ತಿವೆ. ಅದರಲ್ಲೂ ಮಹಿಳೆಯರು ಸರ್ಕಾರಿ ಬಸ್‌ಗಳಲ್ಲಿ ಉಚಿತವಾಗಿ ಪ್ರಯಾಣ ಮಾಡಲು ಅವಕಾಶ ಒದಗಿಸಿಕೊಟ್ಟಿರುವ ಶಕ್ತಿ ಯೋಜನೆ ಅಂತಾರಾಷ್ಟ್ರೀಯ ಮಟ್ಟದಲ್ಲಿ ಗಮನ ಸೆಳೆದಿದ್ದು, ಈವರೆಗೂ ಮಹಿಳೆಯರು 537.44 ಕೋಟಿ ಪ್ರಯಾಣದ ಟ್ರಿಪ್‌ಗಳನ್ನು ಪೂರೈಸಿದ್ದಾರೆ. ಇದು ಗೋಲ್ಡನ್ ಬುಕ್ ಆಫ್ ರೆಕಾರ್ಡ್ಸ್‌ನಲ್ಲಿ ದಾಖಲಾಗಿರುವುದು ಹೆಮ್ಮೆಯ ವಿಷಯ.: [232, 1618, 414, 1840]
paragraph: ಜಿಲ್ಲಾಡಳಿತ, ಜಿಲ್ಲಾ ಪಂಚಾಯತ್, ಜಿಲ್ಲಾ ಪಂಚ ಗ್ಯಾರಂಟಿ ಯೋಜನೆಗಳ ಅನುಷ್ಠಾನ ಪ್ರಾಧಿಕಾರದ ಸಹಯೋಗದಲ್ಲಿ ಬುಧವಾರ ಜಿಲ್ಲಾಡಳಿತ ಭವನದ ಮುಖ್ಯ ಸಭಾಂಗಣದಲ್ಲಿ ಹಮ್ಮಿಕೊಂಡಿದ್ದ "ಗ್ಯಾರಂಟಿ ಯೋಜನೆ" ಕುರಿತ ಕಾರ್ಯಾಗಾರಕ್ಕೆ ಚಾಲನೆ ನೀಡಿ ಅವರು ಮಾತನಾಡಿದರು.: [40, 1704, 222, 1806]
magu-col-2: [286, 126, 524, 388]
paragraph: 2010ರಲ್ಲಿ 207.11 ಮೀಟರ್ ಹಾಗೂ 2013ರಲ್ಲಿ 207.32 ಮೀಟರ್ ಗೆ ಏರಿತ್ತು. ದೆಹಲಿಯಲ್ಲಿ ಧಾರಾಕಾರ ಮಳೆ: ದೆಹಲಿಯಲ್ಲಿ ಸೋಮವಾರದಿಂದ ನಿರಂತರ ಮಳೆಯಾಗುತ್ತಿದೆ. ರಾಷ್ಟ್ರ ರಾಜಧಾನಿಯಲ್ಲಿ ಜಲಾವೃತ ಮತ್ತು ಸಂಚಾರ ದಟ್ಟಣೆಯಿಂದಾಗಿ ಸಾಮಾನ್ಯ ಜೀವನ ಅಸ್ತವ್ಯಸ್ತಗೊಂಡಿದೆ. ಬುಧವಾರ ಮಧ್ಯಾಹ್ನದ ವೇಳೆಗೆ ಯಮುನಾ ನದಿಯ ನೀರಿನ ಮಟ್ಟವು ಅಪಾಯದ ಮಟ್ಟಕ್ಕಿಂತ ಹೆಚ್ಚಾಗಿದೆ.: [401, 443, 525, 665]
paragraph: ಓಸಿ-ಸಿಸಿ ಇಲ್ಲದೆ ಲಕ್ಷಾಂತರ ಮಂದಿ ಸಮಸ್ಯೆಗೆ ಸಿಲುಕಿದ್ದು, 1,200 ಚದುರಡಿ ಬದಲು 2 ಸಾವಿರ ಚದುರಡಿವರೆಗಿನ ಕಟ್ಟಡಗಳಿಗೆ ಓಸಿ-ಸಿಸಿಯಿಂದ ವಿನಾಯಿತಿ ನೀಡಬೇಕು ಎಂಬ ಬೇಡಿಕೆಯೂ ಇದ್ದು, ಅಂತಿಮವಾಗಿ ಎಷ್ಟು ಚದುರಡಿವರೆಗಿನ ಕಟ್ಟಡಗಳಿಗೆ ಓಸಿ-ಸಿಸಿಯಿಂದ ವಿನಾಯಿತಿ ನೀಡಬೇಕು ಎಂಬುದನ್ನು ಸಚಿವ ಸಂಪುಟ ಸಭೆಯಲ್ಲಿ ಕೂಲಂಕುಷವಾಗಿ ಚರ್ಚಿಸಿ ತೀರ್ಮಾನ ಕೈಗೊಳ್ಳಲಾಗುತ್ತದೆ.: [532, 584, 845, 668]
person: [826, 1630, 886, 1780]
paragraph: ರಾಜ್ಯ ಸರ್ಕಾರ ಜಾರಿ ಮಾಡಿರುವ ಪಂಚ ಗ್ಯಾರಂಟಿ ಯೋಜನೆಗಳಿಂದ ದೇಶದಲ್ಲಿ ಕರ್ನಾಟಕ ರಾಜ್ಯ ತಲಾದಾಯದಲ್ಲಿ ಮೊದಲನೇ ಸ್ಥಾನದಲ್ಲಿದೆ.: [40, 1812, 222, 1862]
headline-talaadaya: ತಲಾದಾಯ ಹೆಚ್ಚಳಕ್ಕೆ ಗ್ಯಾರಂಟಿ ಯೋಜನೆಗಳೇ ಕಾರಣ: [124, 1542, 716, 1582]
swiggy-col-1: [532, 122, 845, 390]
person: [972, 815, 1062, 1085]
masthead-left: ಸಂಜೆ: [655, 12, 705, 45]
photo-dairy-inauguration: [862, 670, 1340, 1085]
headline-yamune: ಅಪಾಯ ಮಟ್ಟ ಮೀರಿದ ಯಮುನೆ: [107, 394, 458, 431]
paragraph: ದೆಹಲಿ ಮತ್ತು ಅದರ ಪಕ್ಕದ ನೋಯ್ಡಾ, ಗುರುಗ್ರಾಮ್, ಗಾಜಿಯಾಬಾದ್ ಮತ್ತು ಫರಿದಾಬಾದ್ ನಲ್ಲಿ ಗುಡುಗು ಸಹಿತ ಭಾರಿ ಮಳೆಯಾಗುವ ಬಗ್ಗೆ ಭಾರತೀಯ ಹವಾಮಾನ ಇಲಾಖೆ (ಐಎಂಡಿ) ಎಚ್ಚರಿಕೆ ನೀಡಿದೆ.: [401, 1012, 525, 1131]
contact-email[interactable]: contact@sanjevani.com: [1212, 26, 1340, 40]
ahara-col-2: [692, 1037, 845, 1530]
headline-hdk: ಎಚ್‌ಡಿಕೆ ಹರ್ಷ: [599, 752, 776, 792]
paragraph: ಅದರ ಬೆಲೆಗಳು ಅದರ ಪ್ರತಿಸ್ಪರ್ಧಿಗಳಿಗೆ ನೀವು ಪಾವತಿಸುವುದಕ್ಕಿಂತ ಸುಮಾರು ಶೇ.15ರಷ್ಟು ಕಡಿಮೆ ಇರುತ್ತದೆ ಎಂದು ಓನ್ಲಿ ಹೇಳಿಕೊಂಡಿದೆ. ಆದರೆ ರೆಸ್ಟೋರೆಂಟ್ ಗಳಿಗೆ ಫ್ಲಾಟ್ ವಿತರಣಾ ಶುಲ್ಕವನ್ನು ವಿಧಿಸುವ ಮೂಲಕ ಆರ್ಡರ್ ಗಳನ್ನು ಸರಳ ಮತ್ತು ಪಾರದರ್ಶಕವಾಗಿಡಲು ಇದು ಯೋಜಿಸಿದೆ. ಇದರರ್ಥ ಹೆಚ್ಚುವರಿ ಪ್ಲಾಟ್ ಫಾರ್ಮ್ ಅಥವಾ ಪ್ಯಾಕೇಜಿಂಗ್ ಶುಲ್ಕಗಳಂತಹ ಯಾವುದೇ ಗುಪ್ತ ವೆಚ್ಚಗಳನ್ನು ಹಾಕುವುದಿಲ್ಲ. ಇದು ಗ್ರಾಹಕರಿಗೆ ಬಜೆಟ್ ಸ್ನೇಹಿ ಆಹಾರವನ್ನು ಕಳಿಸುತ್ತದೆ.: [532, 234, 845, 336]
paragraph: ಜಿಎಸ್‌ಟಿ ಈಗ ಕೇವಲ 2 ಸ್ಲ್ಯಾಬ್ ಹೊಂದಿದ್ದು, ದೈನಂದಿನ ಅಗತ್ಯ ವಸ್ತುಗಳು ಆರೋಗ್ಯ ರಕ್ಷಣೆ, ಶಿಕ್ಷಣ, ಕೃಷಿ ಮತ್ತು ವಾಹನಗಳೂ ಸಹ ಸುಲಭವಾಗಿ ಕೈಗೆಟಕುವಂತಾಗುತ್ತವೆ. ಜತೆಗೆ ಉದ್ಯಮಗಳು ಹಾಗೂ ಸಣ್ಣ ಮತ್ತು ಮಧ್ಯಮ ಗಾತ್ರದ ಕೈಗಾರಿಕೆಗಳು ಭಾರಿ ಉತ್ತೇಜನವನ್ನೂ ಪಡೆಯುತ್ತವೆ ಎಂದು ಅವರು ತಿಳಿಸಿದ್ದಾರೆ.: [532, 844, 845, 911]
paragraph: ಸುಲಭಗೊಳಿಸುವುದು ಮತ್ತು ಆತ್ಮನಿರ್ಭರ್ ಭಾರತ್‌ನ್ನು ಬಲಪಡಿಸುವ ಒಂದು ಪರಿವರ್ತನಾತ್ಮಕ ಹೆಜ್ಜೆಯಾಗಿದೆ ಎಂದು ಅವರು ಬಣ್ಣಿಸಿದ್ದಾರೆ.: [532, 806, 845, 838]
talaadaya-col-4: [616, 1596, 800, 2044]
paragraph: ನಾಹಿದಾ ಜಮ್ ಜಮ್ ಘೋಷಿಸಿದರು.: [1114, 506, 1253, 520]
person-head: [1057, 120, 1115, 186]
paragraph: ಅಧಿಕಾರಿಗಳು ಮರಳು ಚೀಲಗಳನ್ನು ಇರಿಸಿದ್ದಾರೆ ಮತ್ತು ನೀರನ್ನು ಹೊರಹಾಕಲು ಪಂಪ್ ಗಳನ್ನು ನಿಯೋಜಿಸಿದ್ದಾರೆ. ಆದರೆ ಪಂಪ್ ಮಾಡಿದ ನೀರು ಹಾಥಿ ಘಾಟ್ ನಿಂದ ಮತ್ತೆ ರಸ್ತೆಗೆ ಹರಿಯುತ್ತಿರುವುದರಿಂದ ಈ ಪ್ರಕ್ರಿಯೆ ನಿಷ್ಪ್ರಯೋಜಕವಾಗಿದೆ. ಕಳೆದ ರಾತ್ರಿಯಿಂದ ನಿರಂತರ ಪ್ರಯತ್ನಗಳ ಹೊರತಾಗಿಯೂ ನೀರು ಒಳಬರುವುದನ್ನು ತಡೆಯಲು ಸಾಧ್ಯವಾಗುತ್ತಿಲ್ಲ.: [40, 637, 214, 773]
headline-ahara: ಆಹಾರ ಭದ್ರತಾ ಹಸಿರು ವಲಯ ಘೋಷಿಸಬೇಕು: [536, 948, 839, 1026]
section-rule: [40, 1536, 1175, 1537]
